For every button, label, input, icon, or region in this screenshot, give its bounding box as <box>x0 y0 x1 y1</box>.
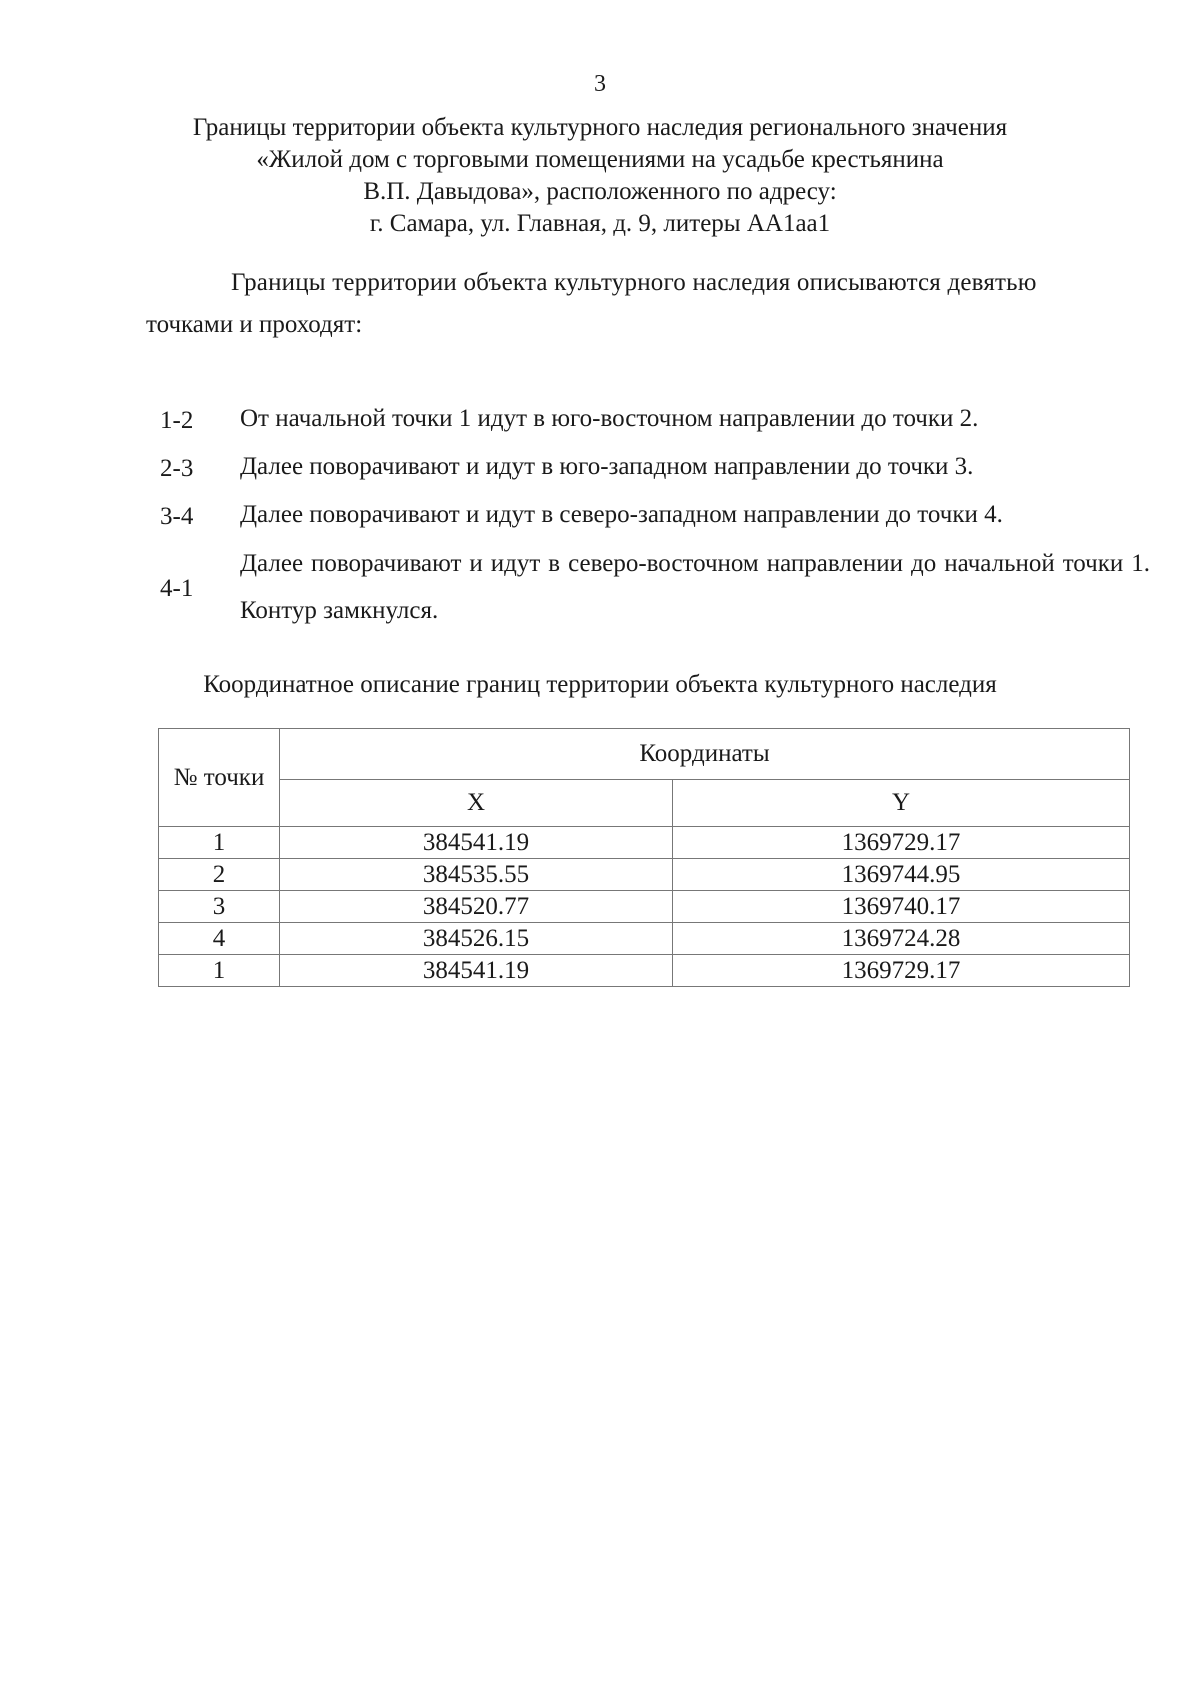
segment-description: От начальной точки 1 идут в юго-восточном направлении до точки 2. <box>240 405 979 432</box>
title-line-4: г. Самара, ул. Главная, д. 9, литеры АА1аа1 <box>369 210 831 237</box>
segment-code: 1-2 <box>160 407 194 434</box>
segment-item <box>160 539 1150 635</box>
segment-description: Далее поворачивают и идут в северо-западном направлении до точки 4. <box>240 501 1003 528</box>
segment-item <box>160 395 1150 443</box>
cell-point: 1 <box>159 955 280 987</box>
title-line-1: Границы территории объекта культурного наследия регионального значения <box>192 114 1008 141</box>
title-line-3: В.П. Давыдова», расположенного по адресу: <box>363 178 837 205</box>
header-point-number: № точки <box>159 729 280 827</box>
table-row <box>159 859 1130 891</box>
segment-description: Далее поворачивают и идут в северо-восточном направлении до начальной точки 1. Контур замкнулся. <box>240 550 1150 624</box>
segment-description: Далее поворачивают и идут в юго-западном направлении до точки 3. <box>240 453 974 480</box>
page-number: 3 <box>594 71 606 97</box>
cell-y: 1369744.95 <box>673 859 1130 891</box>
header-y: Y <box>673 780 1130 827</box>
table-row <box>159 891 1130 923</box>
cell-point: 3 <box>159 891 280 923</box>
segment-code: 2-3 <box>160 455 194 482</box>
table-row <box>159 955 1130 987</box>
cell-y: 1369729.17 <box>673 955 1130 987</box>
header-x: X <box>280 780 673 827</box>
intro-line-1: Границы территории объекта культурного наследия описываются девятью <box>231 269 1037 296</box>
cell-y: 1369729.17 <box>673 827 1130 859</box>
document-title <box>100 112 1100 240</box>
boundary-segments-list <box>160 395 1150 635</box>
cell-y: 1369740.17 <box>673 891 1130 923</box>
cell-x: 384520.77 <box>280 891 673 923</box>
header-coordinates: Координаты <box>280 729 1130 780</box>
intro-paragraph <box>146 268 1106 340</box>
cell-x: 384541.19 <box>280 955 673 987</box>
title-line-2: «Жилой дом с торговыми помещениями на усадьбе крестьянина <box>256 146 944 173</box>
table-caption: Координатное описание границ территории объекта культурного наследия <box>203 671 997 698</box>
cell-y: 1369724.28 <box>673 923 1130 955</box>
segment-code: 4-1 <box>160 575 194 602</box>
table-row <box>159 827 1130 859</box>
table-row <box>159 923 1130 955</box>
cell-point: 1 <box>159 827 280 859</box>
segment-item <box>160 491 1150 539</box>
segment-code: 3-4 <box>160 503 194 530</box>
cell-point: 2 <box>159 859 280 891</box>
cell-x: 384541.19 <box>280 827 673 859</box>
segment-item <box>160 443 1150 491</box>
cell-x: 384526.15 <box>280 923 673 955</box>
coordinates-table <box>158 728 1130 987</box>
intro-line-2: точками и проходят: <box>146 311 363 338</box>
cell-x: 384535.55 <box>280 859 673 891</box>
cell-point: 4 <box>159 923 280 955</box>
